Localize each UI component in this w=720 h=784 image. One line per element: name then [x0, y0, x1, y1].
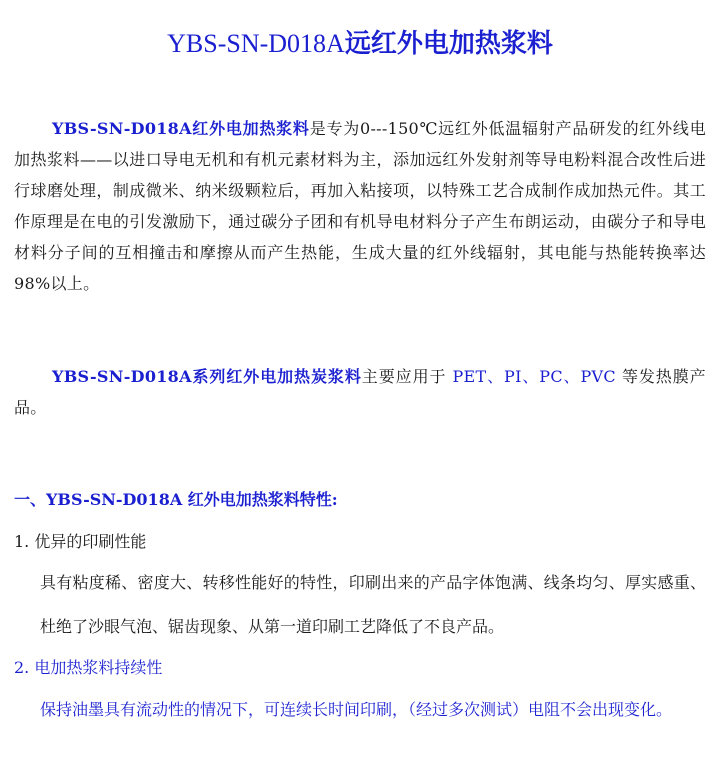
intro-product-name: YBS-SN-D018A红外电加热浆料	[52, 119, 310, 138]
feature-body-continuity: 保持油墨具有流动性的情况下，可连续长时间印刷，（经过多次测试）电阻不会出现变化。	[40, 700, 673, 719]
feature-title-printing: 1. 优异的印刷性能	[14, 532, 147, 551]
title-product-code: YBS-SN-D018A	[167, 29, 345, 58]
intro-paragraph	[14, 113, 706, 299]
application-text-after: 等发热膜产品。	[14, 367, 706, 417]
feature-body-printing: 具有粘度稀、密度大、转移性能好的特性，印刷出来的产品字体饱满、线条均匀、厚实感重、杜绝了沙眼气泡、锯齿现象、从第一道印刷工艺降低了不良产品。	[40, 573, 706, 636]
feature-title-continuity: 2. 电加热浆料持续性	[14, 658, 163, 677]
application-materials: PET、PI、PC、PVC	[446, 367, 622, 386]
document-title	[0, 26, 720, 62]
title-product-name: 远红外电加热浆料	[344, 29, 553, 59]
intro-text: 是专为0---150℃远红外低温辐射产品研发的红外线电加热浆料——以进口导电无机和有机元素材料为主，添加远红外发射剂等导电粉料混合改性后进行球磨处理，制成微米、纳米级颗粒后，再加入粘接项，以特殊工艺合成制作成加热元件。其工作原理是在电的引发激励下，通过碳分子团和有机导电材料分子产生布朗运动，由碳分子和导电材料分子间的互相撞击和摩擦从而产生热能，生成大量的红外线辐射，其电能与热能转换率达 98%以上。	[14, 119, 706, 293]
application-text-before: 主要应用于	[361, 367, 447, 386]
application-paragraph	[14, 361, 706, 423]
section-heading: 一、YBS-SN-D018A 红外电加热浆料特性:	[14, 490, 338, 509]
application-product-name: YBS-SN-D018A系列红外电加热炭浆料	[52, 367, 362, 386]
